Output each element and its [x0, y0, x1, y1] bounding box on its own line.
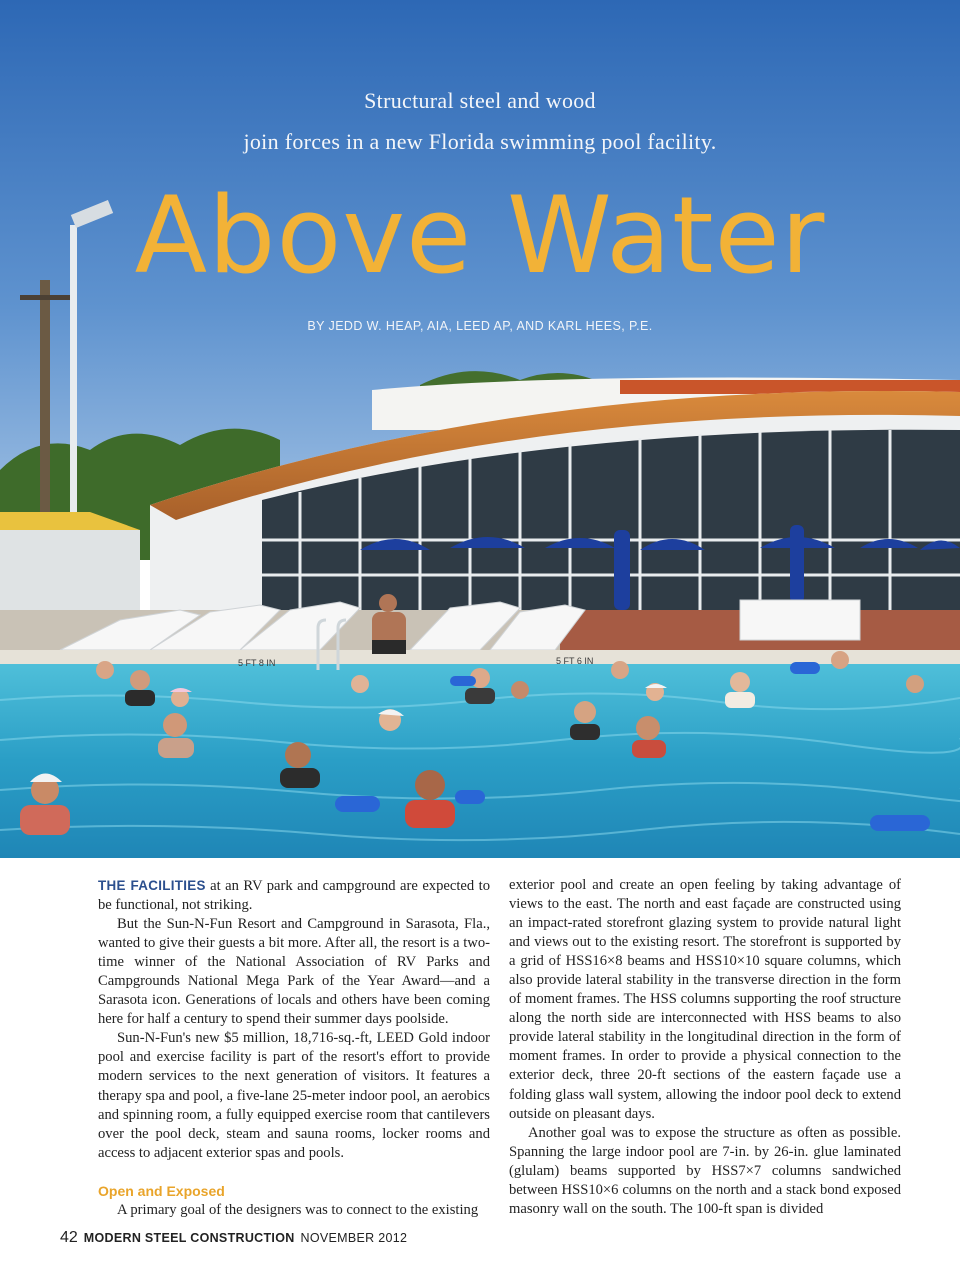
lead-paragraph	[98, 876, 490, 915]
paragraph-2: But the Sun-N-Fun Resort and Campground in Sarasota, Fla., wanted to give their guests a bit more. After all, the resort is a two-time winner of the National Association of RV Parks and Campgrounds National Mega Park of the Year Award—and a Sarasota icon. Generations of locals and others have been coming here for half a century to spend their summer days poolside.	[98, 916, 490, 1028]
paragraph-3: Sun-N-Fun's new $5 million, 18,716-sq.-ft, LEED Gold indoor pool and exercise facility is part of the resort's effort to provide modern services to the next generation of visitors. It features a therapy spa and pool, a five-lane 25-meter indoor pool, an aerobics and spinning room, a fully equipped exercise room that cantilevers over the pool deck, steam and sauna rooms, locker rooms and access to adjacent exterior spas and pools.	[98, 1030, 490, 1161]
lead-text: at an RV park and campground are expected to be functional, not striking.	[98, 878, 490, 914]
deck-line-1: Structural steel and wood	[364, 88, 596, 113]
headline: Above Water	[134, 174, 826, 297]
magazine-title: MODERN STEEL CONSTRUCTION	[83, 1231, 295, 1245]
depth-marker-left: 5 FT 8 IN	[238, 658, 276, 668]
depth-marker-right: 5 FT 6 IN	[556, 656, 594, 666]
article-column-right	[509, 876, 901, 1219]
paragraph-4-start: A primary goal of the designers was to connect to the existing	[117, 1201, 479, 1218]
paragraph-4-continued-text: exterior pool and create an open feeling by taking advantage of views to the east. The north and east façade are constructed using an impact-rated storefront glazing system to provide natural light and views out to the existing resort. The storefront is supported by a grid of HSS16×8 beams and HSS10×10 square columns, which also provide lateral stability in the transverse direction in the form of moment frames. The HSS columns supporting the roof structure along the north side are interconnected with HSS beams to also provide lateral stability in the longitudinal direction in the form of moment frames. In order to provide a physical connection to the exterior deck, three 20-ft sections of the eastern façade use a folding glass wall system, allowing the indoor pool deck to extend outside on pleasant days.	[509, 877, 901, 1122]
page-number: 42	[60, 1229, 78, 1246]
deck-line-2: join forces in a new Florida swimming pool facility.	[243, 129, 717, 154]
issue-date: NOVEMBER 2012	[300, 1231, 408, 1245]
paragraph-4-continued	[509, 876, 901, 1124]
paragraph-5: Another goal was to expose the structure as often as possible. Spanning the large indoor pool are 7-in. by 26-in. glue laminated (glulam) beams supported by HSS7×7 columns sandwiched between HSS10×6 columns on the north and a stack bond exposed masonry wall on the south. The 100-ft span is divided	[509, 1124, 901, 1217]
byline: BY JEDD W. HEAP, AIA, LEED AP, AND KARL HEES, P.E.	[307, 319, 653, 333]
article-column-left	[98, 876, 490, 1220]
subhead-open-and-exposed: Open and Exposed	[98, 1182, 225, 1199]
lead-runin: THE FACILITIES	[98, 878, 206, 893]
page-footer	[60, 1229, 407, 1247]
